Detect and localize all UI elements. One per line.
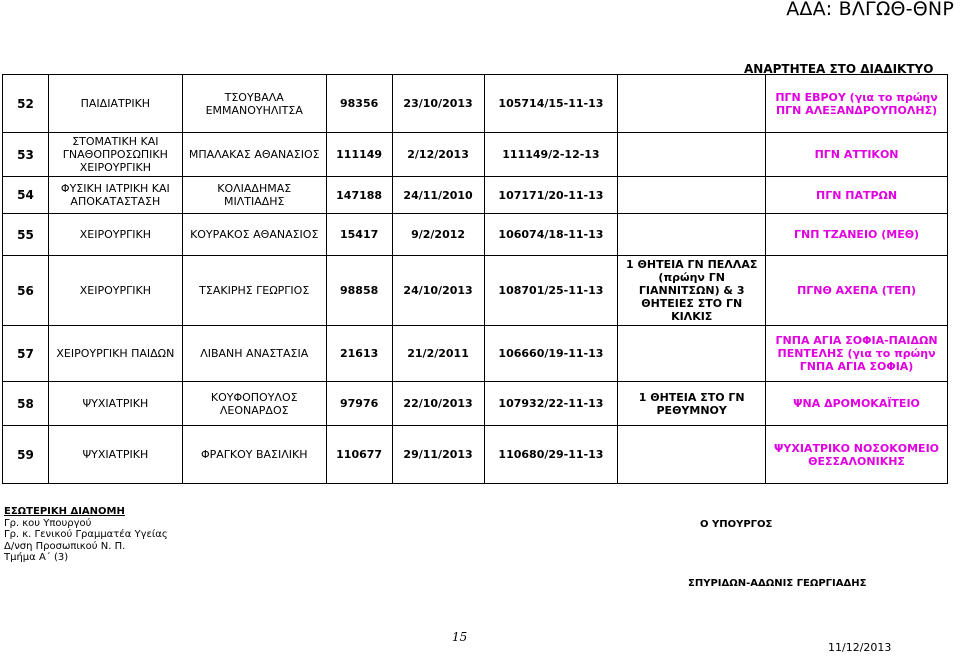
registry-id: 111149 (326, 133, 392, 177)
specialty: ΨΥΧΙΑΤΡΙΚΗ (48, 382, 182, 426)
registry-id: 110677 (326, 426, 392, 484)
destination-hospital: ΓΝΠ ΤΖΑΝΕΙΟ (ΜΕΘ) (766, 214, 948, 256)
destination-hospital: ΨΥΧΙΑΤΡΙΚΟ ΝΟΣΟΚΟΜΕΙΟ ΘΕΣΣΑΛΟΝΙΚΗΣ (766, 426, 948, 484)
specialty: ΧΕΙΡΟΥΡΓΙΚΗ (48, 256, 182, 326)
appointment-date: 24/11/2010 (392, 177, 484, 214)
specialty: ΨΥΧΙΑΤΡΙΚΗ (48, 426, 182, 484)
protocol-number: 106660/19-11-13 (484, 326, 618, 382)
internal-distribution (4, 506, 168, 564)
table-row (3, 214, 948, 256)
row-number: 55 (3, 214, 49, 256)
destination-hospital: ΠΓΝΘ ΑΧΕΠΑ (ΤΕΠ) (766, 256, 948, 326)
table-row (3, 75, 948, 133)
protocol-number: 111149/2-12-13 (484, 133, 618, 177)
registry-id: 98356 (326, 75, 392, 133)
destination-hospital: ΓΝΠΑ ΑΓΙΑ ΣΟΦΙΑ-ΠΑΙΔΩΝ ΠΕΝΤΕΛΗΣ (για το πρώην ΓΝΠΑ ΑΓΙΑ ΣΟΦΙΑ) (766, 326, 948, 382)
table-row (3, 133, 948, 177)
doctor-name: ΚΟΥΦΟΠΟΥΛΟΣ ΛΕΟΝΑΡΔΟΣ (182, 382, 326, 426)
distribution-line: Γρ. κ. Γενικού Γραμματέα Υγείας (4, 529, 168, 540)
doctor-name: ΜΠΑΛΑΚΑΣ ΑΘΑΝΑΣΙΟΣ (182, 133, 326, 177)
registry-id: 98858 (326, 256, 392, 326)
destination-hospital: ΠΓΝ ΠΑΤΡΩΝ (766, 177, 948, 214)
distribution-heading: ΕΣΩΤΕΡΙΚΗ ΔΙΑΝΟΜΗ (4, 506, 125, 517)
row-number: 59 (3, 426, 49, 484)
table-row (3, 426, 948, 484)
doctor-name: ΤΣΟΥΒΑΛΑ ΕΜΜΑΝΟΥΗΛΙΤΣΑ (182, 75, 326, 133)
distribution-line: Γρ. κου Υπουργού (4, 517, 92, 529)
assignments-table (2, 74, 948, 484)
table-row (3, 256, 948, 326)
destination-hospital: ΨΝΑ ΔΡΟΜΟΚΑΪΤΕΙΟ (766, 382, 948, 426)
previous-service (618, 426, 766, 484)
protocol-number: 110680/29-11-13 (484, 426, 618, 484)
previous-service (618, 75, 766, 133)
table-row (3, 177, 948, 214)
previous-service (618, 326, 766, 382)
table-row (3, 382, 948, 426)
previous-service: 1 ΘΗΤΕΙΑ ΓΝ ΠΕΛΛΑΣ (πρώην ΓΝ ΓΙΑΝΝΙΤΣΩΝ) & 3 ΘΗΤΕΙΕΣ ΣΤΟ ΓΝ ΚΙΛΚΙΣ (618, 256, 766, 326)
appointment-date: 29/11/2013 (392, 426, 484, 484)
distribution-line: Δ/νση Προσωπικού Ν. Π. (4, 540, 126, 552)
protocol-number: 106074/18-11-13 (484, 214, 618, 256)
publish-notice: ΑΝΑΡΤΗΤΕΑ ΣΤΟ ΔΙΑΔΙΚΤΥΟ (744, 62, 934, 76)
protocol-number: 107171/20-11-13 (484, 177, 618, 214)
protocol-number: 105714/15-11-13 (484, 75, 618, 133)
registry-id: 147188 (326, 177, 392, 214)
distribution-line: Τμήμα Α΄ (3) (4, 552, 69, 563)
previous-service (618, 177, 766, 214)
appointment-date: 2/12/2013 (392, 133, 484, 177)
specialty: ΠΑΙΔΙΑΤΡΙΚΗ (48, 75, 182, 133)
doctor-name: ΚΟΛΙΑΔΗΜΑΣ ΜΙΛΤΙΑΔΗΣ (182, 177, 326, 214)
doctor-name: ΦΡΑΓΚΟΥ ΒΑΣΙΛΙΚΗ (182, 426, 326, 484)
row-number: 56 (3, 256, 49, 326)
row-number: 58 (3, 382, 49, 426)
appointment-date: 9/2/2012 (392, 214, 484, 256)
registry-id: 21613 (326, 326, 392, 382)
specialty: ΧΕΙΡΟΥΡΓΙΚΗ (48, 214, 182, 256)
row-number: 54 (3, 177, 49, 214)
registry-id: 15417 (326, 214, 392, 256)
previous-service (618, 133, 766, 177)
doctor-name: ΛΙΒΑΝΗ ΑΝΑΣΤΑΣΙΑ (182, 326, 326, 382)
registry-id: 97976 (326, 382, 392, 426)
row-number: 57 (3, 326, 49, 382)
table-row (3, 326, 948, 382)
destination-hospital: ΠΓΝ ΕΒΡΟΥ (για το πρώην ΠΓΝ ΑΛΕΞΑΝΔΡΟΥΠΟΛΗΣ) (766, 75, 948, 133)
doctor-name: ΚΟΥΡΑΚΟΣ ΑΘΑΝΑΣΙΟΣ (182, 214, 326, 256)
protocol-number: 107932/22-11-13 (484, 382, 618, 426)
ada-code: ΑΔΑ: ΒΛΓΩΘ-ΘΝΡ (786, 0, 954, 20)
row-number: 52 (3, 75, 49, 133)
previous-service (618, 214, 766, 256)
specialty: ΣΤΟΜΑΤΙΚΗ ΚΑΙ ΓΝΑΘΟΠΡΟΣΩΠΙΚΗ ΧΕΙΡΟΥΡΓΙΚΗ (48, 133, 182, 177)
protocol-number: 108701/25-11-13 (484, 256, 618, 326)
row-number: 53 (3, 133, 49, 177)
specialty: ΦΥΣΙΚΗ ΙΑΤΡΙΚΗ ΚΑΙ ΑΠΟΚΑΤΑΣΤΑΣΗ (48, 177, 182, 214)
appointment-date: 22/10/2013 (392, 382, 484, 426)
doctor-name: ΤΣΑΚΙΡΗΣ ΓΕΩΡΓΙΟΣ (182, 256, 326, 326)
appointment-date: 23/10/2013 (392, 75, 484, 133)
page-number: 15 (452, 630, 468, 644)
minister-title: Ο ΥΠΟΥΡΓΟΣ (700, 519, 773, 530)
destination-hospital: ΠΓΝ ΑΤΤΙΚΟΝ (766, 133, 948, 177)
specialty: ΧΕΙΡΟΥΡΓΙΚΗ ΠΑΙΔΩΝ (48, 326, 182, 382)
footer-date: 11/12/2013 (828, 641, 892, 654)
appointment-date: 21/2/2011 (392, 326, 484, 382)
appointment-date: 24/10/2013 (392, 256, 484, 326)
minister-name: ΣΠΥΡΙΔΩΝ-ΑΔΩΝΙΣ ΓΕΩΡΓΙΑΔΗΣ (688, 578, 867, 589)
previous-service: 1 ΘΗΤΕΙΑ ΣΤΟ ΓΝ ΡΕΘΥΜΝΟΥ (618, 382, 766, 426)
